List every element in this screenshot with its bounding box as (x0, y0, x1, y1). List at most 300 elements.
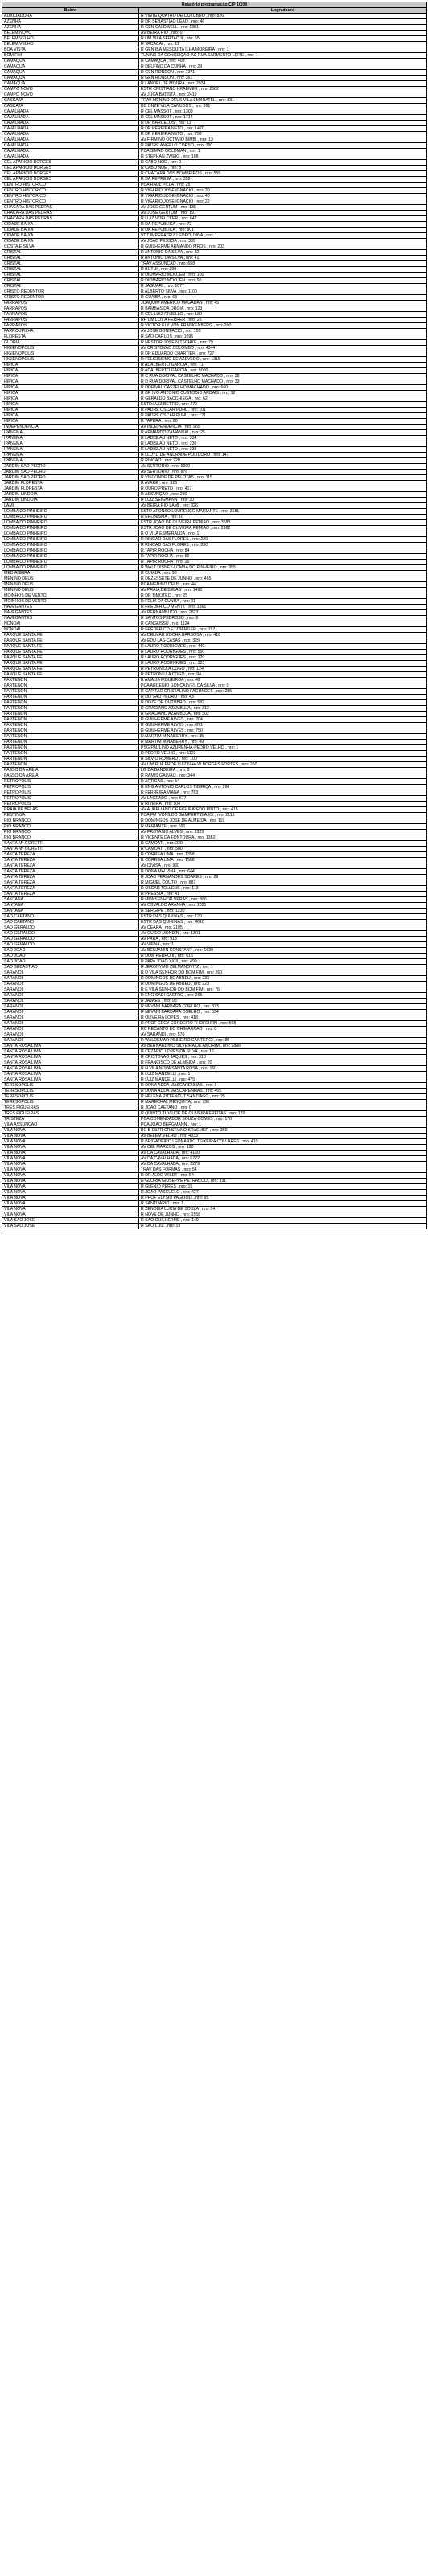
street-name: R BRIGADEIRO LEONARDO TEIXEIRA COLLARES (141, 1139, 240, 1144)
cell-bairro: IPANEMA (2, 441, 139, 447)
table-row (2, 1212, 427, 1218)
street-name: R NOVE DE JUNHO (141, 1212, 179, 1217)
street-name: R LLOYD DE ANDRADE POLIDORO (141, 453, 211, 457)
street-number: nro: 2105 (164, 925, 183, 930)
cell-bairro: CASCATA (2, 104, 139, 109)
cell-logradouro: R LAURO RODRIGUES , nro: 120 (139, 655, 427, 661)
cell-logradouro: R FRANCISCO DE ALMEIDA , nro: 20 (139, 1060, 427, 1066)
cell-bairro: HIPICA (2, 391, 139, 396)
cell-logradouro: R LAURO RODRIGUES , nro: 323 (139, 661, 427, 667)
cell-bairro: PARTENON (2, 706, 139, 712)
cell-logradouro: BC B ESTR CRISTIANO KRAEMER , nro: 360 (139, 1128, 427, 1134)
table-row (2, 25, 427, 31)
street-name: R STEPHAN ZWEIG (141, 154, 180, 159)
cell-bairro: PARTENON (2, 712, 139, 717)
street-number: nro: 11 (166, 42, 179, 47)
street-name: TUN NS DA CONCEIÇÃO-AC RUA SARMENTO LEITE (141, 53, 245, 58)
street-name: R LADISLAU NETO (141, 441, 179, 446)
street-name: AV SARANDI (141, 1032, 167, 1037)
cell-bairro: CHACARA DAS PEDRAS (2, 216, 139, 222)
cell-logradouro: AV AURELIANO DE FIGUEIREDO PINTO , nro: 415 (139, 807, 427, 813)
cell-bairro: PARTENON (2, 683, 139, 689)
street-number: nro: 4344 (197, 346, 216, 351)
street-number: nro: 199 (185, 329, 201, 334)
cell-bairro: CRISTO REDENTOR (2, 289, 139, 295)
cell-logradouro: R FREDERICO MENTZ , nro: 1561 (139, 605, 427, 610)
street-number: nro: 1095 (175, 334, 194, 339)
table-row (2, 70, 427, 76)
cell-logradouro: R VINTE QUATRO DE OUTUBRO , nro: 826 (139, 14, 427, 19)
table-row (2, 655, 427, 661)
cell-bairro: SARANDI (2, 1015, 139, 1021)
cell-logradouro: R JOAO CAETANO , nro: 0 (139, 1105, 427, 1111)
street-name: R SILVIO ROMERO (141, 757, 179, 761)
cell-bairro: MOINHOS DE VENTO (2, 599, 139, 605)
street-number: nro: 46 (191, 19, 205, 24)
cell-bairro: HIPICA (2, 419, 139, 425)
street-name: R DR BARCELOS (141, 121, 175, 125)
cell-bairro: CRISTAL (2, 261, 139, 267)
street-name: R DR SEBASTIAO LEAO (141, 19, 188, 24)
cell-bairro: HIPICA (2, 368, 139, 374)
report-table (2, 2, 427, 1229)
cell-bairro: PARQUE SANTA FE (2, 650, 139, 655)
street-name: R WALT DISNEY-LOMBA DO PINHEIRO (141, 565, 217, 570)
table-row (2, 64, 427, 70)
table-row (2, 447, 427, 453)
street-name: R GERALDO BACCHIEGA (141, 396, 191, 401)
cell-logradouro: AV UM RUA PROF LUIZINHA W BORGES FORTES , nro: 260 (139, 762, 427, 768)
street-name: R OSCAR TOLLENS (141, 886, 180, 891)
street-name: R SERGIPE (141, 909, 164, 913)
table-row (2, 441, 427, 447)
street-number: nro: 25 (191, 430, 205, 435)
cell-logradouro: R ENG ANTONIO CARLOS TIBIRIÇA , nro: 290 (139, 785, 427, 790)
cell-bairro: RESTINGA (2, 813, 139, 818)
cell-logradouro: R ADALBERTO GARCIA , nro: 71 (139, 363, 427, 368)
table-row (2, 233, 427, 239)
street-number: nro: 160 (201, 1066, 217, 1071)
cell-bairro: PARTENON (2, 728, 139, 734)
table-row (2, 942, 427, 948)
street-number: nro: 1 (206, 233, 217, 238)
cell-logradouro: AV BEIRA RIO LAMI , nro: 326 (139, 503, 427, 509)
cell-logradouro: R SAO LUIZ , nro: 19 (139, 1224, 427, 1229)
cell-bairro: FARRAPOS (2, 323, 139, 329)
cell-bairro: FARRAPOS (2, 312, 139, 318)
cell-logradouro: R PADRE OSCAR PUHL , nro: 101 (139, 408, 427, 413)
cell-logradouro: PCA MENINO DEUS , nro: 44 (139, 582, 427, 588)
cell-bairro: SÃO SEBASTIÃO (2, 965, 139, 970)
street-number: nro: 1470 (186, 126, 204, 131)
street-number: nro: 104 (164, 802, 181, 806)
street-number: nro: 2886 (223, 1044, 241, 1048)
street-number: nro: 876 (172, 470, 188, 474)
table-row (2, 1151, 427, 1156)
table-row (2, 531, 427, 537)
street-name: TRAV MENINO DEUS VILA EMBRATEL (141, 98, 216, 103)
table-row (2, 925, 427, 931)
cell-logradouro: R STEPHAN ZWEIG , nro: 188 (139, 154, 427, 160)
street-name: R C RUA DORIVAL CASTELHO MACHADO (141, 374, 224, 379)
street-name: PCA ARCENIO GONÇALVES DA SILVA (141, 683, 215, 688)
table-row (2, 211, 427, 216)
cell-logradouro: R CANGUSSU , nro: 1124 (139, 621, 427, 627)
street-name: R RIVEIRA (141, 802, 162, 806)
street-number: nro: 1301 (180, 25, 199, 30)
table-row (2, 644, 427, 650)
street-number: nro: 2934 (187, 81, 206, 86)
street-number: nro: 16 (200, 1049, 214, 1054)
table-row (2, 98, 427, 104)
cell-logradouro: R CAPITAO CRISTALINO FAGUNDES , nro: 285 (139, 689, 427, 695)
cell-bairro: SANTA ROSA LIMA (2, 1060, 139, 1066)
street-name: AV BELEM VELHO (141, 1134, 177, 1138)
cell-bairro: VILA NOVA (2, 1196, 139, 1201)
street-name: R LADISLAU NETO (141, 436, 179, 441)
street-number: nro: 29 (205, 875, 219, 880)
cell-bairro: CEL APARICIO BORGES (2, 171, 139, 177)
street-name: BC ONZE VILA CANUDOS (141, 104, 191, 109)
cell-bairro: PETROPOLIS (2, 802, 139, 807)
cell-logradouro: R LADISLAU NETO , nro: 239 (139, 447, 427, 453)
street-name: R GUILHERME ARMANDO MROS (141, 244, 206, 249)
table-row (2, 503, 427, 509)
cell-bairro: LOMBA DO PINHEIRO (2, 520, 139, 526)
street-number: nro: 329 (183, 638, 200, 643)
cell-bairro: NAVEGANTES (2, 616, 139, 621)
cell-logradouro: R SAO CARLOS , nro: 1095 (139, 334, 427, 340)
cell-logradouro: R AVARE , nro: 323 (139, 481, 427, 486)
cell-bairro: BELEM VELHO (2, 42, 139, 47)
cell-bairro: CENTRO HISTORICO (2, 183, 139, 188)
cell-logradouro: R VIGARIO JOSÉ IGNACIO , nro: 22 (139, 199, 427, 205)
table-row (2, 548, 427, 554)
cell-bairro: IPANEMA (2, 453, 139, 458)
cell-bairro: HIGIENOPOLIS (2, 357, 139, 363)
street-name: ESTR JOAO DE OLIVEIRA REMIAO (141, 526, 210, 531)
table-row (2, 1010, 427, 1015)
street-name: R GUILHERME ALVES (141, 723, 184, 728)
cell-logradouro: R LANDEL DE MOURA , nro: 2934 (139, 81, 427, 87)
street-name: R BAMBAS DA ORGIA (141, 306, 184, 311)
street-name: R ARTIGAS (141, 779, 163, 784)
table-row (2, 329, 427, 334)
cell-bairro: PETROPOLIS (2, 796, 139, 802)
street-name: R NESTOR JOSE NITSCHKE (141, 340, 197, 345)
street-name: R SANTUARIO (141, 1201, 170, 1206)
table-row (2, 391, 427, 396)
street-name: R ZENOBIA LUCIA DE SOUZA (141, 1207, 199, 1212)
cell-logradouro: R BUTUI , nro: 390 (139, 267, 427, 273)
street-name: R CORREA LIMA (141, 858, 174, 863)
table-row (2, 683, 427, 689)
cell-bairro: VILA NOVA (2, 1207, 139, 1212)
cell-logradouro: R LUIZ MANDELLI , nro: 475 (139, 1077, 427, 1083)
table-row (2, 993, 427, 999)
table-row (2, 897, 427, 903)
street-number: nro: 1 (163, 942, 174, 947)
street-name: R TAPIR ROCHA (141, 554, 173, 559)
street-name: AV INDEPENDENCIA (141, 425, 182, 429)
street-name: R GEN RONDON (141, 70, 174, 75)
street-name: AV JOAO PESSOA (141, 239, 177, 244)
table-row (2, 537, 427, 543)
street-number: nro: 80 (216, 1038, 230, 1043)
street-number: nro: 16 (170, 515, 184, 519)
street-number: nro: 11 (178, 121, 191, 125)
street-name: AV GUIDO MONDIN (141, 931, 179, 936)
street-name: R GLORIA GIUSEPPE PETRACCO (141, 1179, 208, 1183)
street-name: R DR EDUARDO CHARTIER (141, 351, 195, 356)
cell-logradouro: AV VIENA , nro: 1 (139, 942, 427, 948)
street-name: R LAURO RODRIGUES (141, 661, 186, 666)
table-row (2, 1117, 427, 1122)
cell-logradouro: R CORREA LIMA , nro: 1568 (139, 858, 427, 863)
street-number: nro: 500 (167, 847, 183, 851)
cell-bairro: FARROUPILHA (2, 329, 139, 334)
street-number: nro: 120 (189, 655, 205, 660)
table-row (2, 115, 427, 121)
table-row (2, 920, 427, 925)
street-name: R H VILA NOVA SANTA ROSA (141, 1066, 198, 1071)
cell-bairro: CRISTAL (2, 278, 139, 284)
table-row (2, 374, 427, 379)
street-name: R MARTIM MINABERRY (141, 740, 187, 744)
cell-logradouro: ESTR DAS QUIRINAS , nro: 4010 (139, 920, 427, 925)
cell-logradouro: R GLENIO PERES , nro: 15 (139, 1184, 427, 1190)
cell-logradouro: R H VILA NOVA SANTA ROSA , nro: 160 (139, 1066, 427, 1072)
street-name: R DR PEREIRA NETO (141, 126, 183, 131)
table-row (2, 695, 427, 700)
table-row (2, 1145, 427, 1151)
cell-bairro: JARDIM SÃO PEDRO (2, 464, 139, 470)
street-name: R DR ALDO WILDT (141, 1173, 178, 1178)
cell-bairro: PRAIA DE BELAS (2, 807, 139, 813)
cell-bairro: SÃO JOAO (2, 948, 139, 954)
street-name: R DR IVO ANTONIO CUSTODIO ARDAIS (141, 391, 219, 396)
table-row (2, 638, 427, 644)
cell-logradouro: R FREDERICO ETZBERGER , nro: 157 (139, 627, 427, 633)
table-row (2, 1218, 427, 1224)
table-row (2, 1066, 427, 1072)
cell-logradouro: R DORIVAL CASTELHO MACHADO , nro: 660 (139, 385, 427, 391)
table-row (2, 183, 427, 188)
cell-bairro: SANTA Mª GORETTI (2, 847, 139, 852)
table-row (2, 81, 427, 87)
cell-bairro: IPANEMA (2, 436, 139, 441)
street-number: nro: 8323 (186, 830, 204, 835)
cell-logradouro: AV DA CAVALHADA , nro: 4160 (139, 1151, 427, 1156)
street-name: R DOMINGOS DE ABREU (141, 976, 191, 981)
cell-logradouro: R JOAO FERNANDES SOARES , nro: 29 (139, 875, 427, 880)
table-row (2, 199, 427, 205)
table-row (2, 610, 427, 616)
street-name: RC RECANTO DO CHIMARRAO (141, 1027, 203, 1032)
cell-bairro: CRISTAL (2, 267, 139, 273)
cell-logradouro: RP UM LOT A FERRER , nro: 26 (139, 318, 427, 323)
street-name: R VIGARIO JOSÉ IGNACIO (141, 194, 194, 199)
street-number: nro: 312 (193, 706, 209, 711)
table-row (2, 346, 427, 351)
cell-logradouro: AV FIRMINO OCTAVIO BIMBI , nro: 13 (139, 137, 427, 143)
cell-logradouro: R PEDRO VELHO , nro: 1123 (139, 751, 427, 757)
column-header-row (2, 8, 427, 14)
cell-logradouro: R ERONISMA , nro: 16 (139, 515, 427, 520)
street-name: R ENG SADI CASTRO (141, 993, 184, 998)
cell-logradouro: R DR BARCELOS , nro: 11 (139, 121, 427, 126)
street-name: R PETRONILLA COGO (141, 667, 185, 671)
street-number: nro: 120 (178, 1145, 194, 1150)
cell-logradouro: AV JOSE GERTUM , nro: 135 (139, 205, 427, 211)
table-row (2, 667, 427, 672)
cell-bairro: CAVALHADA (2, 154, 139, 160)
street-number: nro: 72 (179, 222, 192, 227)
street-number: nro: 203 (209, 244, 225, 249)
street-number: nro: 1021 (188, 903, 207, 908)
cell-logradouro: AV INDEPENDENCIA , nro: 965 (139, 425, 427, 430)
table-row (2, 875, 427, 880)
street-name: R HELENA PITTENCUT SANTIAGO (141, 1094, 209, 1099)
street-name: R JOAO CAETANO (141, 1105, 178, 1110)
cell-bairro: VILA NOVA (2, 1184, 139, 1190)
cell-logradouro: R CAMAQUA , nro: 408 (139, 59, 427, 64)
cell-logradouro: R BRIGADEIRO LEONARDO TEIXEIRA COLLARES , nro: 410 (139, 1139, 427, 1145)
street-number: nro: 233 (194, 976, 210, 981)
cell-bairro: SANTA ROSA LIMA (2, 1077, 139, 1083)
cell-bairro: VILA NOVA (2, 1179, 139, 1184)
cell-bairro: SÃO GERALDO (2, 937, 139, 942)
table-row (2, 481, 427, 486)
cell-bairro: HIPICA (2, 413, 139, 419)
cell-logradouro: R VISCONDE DE PELOTAS , nro: 115 (139, 475, 427, 481)
street-number: nro: 45 (206, 301, 220, 306)
table-row (2, 475, 427, 481)
street-name: R VACACAI (141, 42, 163, 47)
street-number: nro: 25 (175, 593, 188, 598)
street-name: R RINCAO (141, 458, 162, 463)
cell-logradouro: R DA REPUBLICA , nro: 801 (139, 228, 427, 233)
street-name: R O VILA ESMERALDA (141, 531, 185, 536)
street-number: nro: 43 (180, 695, 194, 699)
table-row (2, 818, 427, 824)
street-name: R GRACIANO AZAMBUJA (141, 712, 191, 716)
street-name: R VIGARIO JOSÉ IGNACIO (141, 188, 194, 193)
street-name: R DOMINGOS JOSE DE ALMEIDA (141, 818, 207, 823)
cell-logradouro: RC RECANTO DO CHIMARRAO , nro: 8 (139, 1027, 427, 1032)
street-name: R LANDEL DE MOURA (141, 81, 185, 86)
street-name: AV UM RUA PROF LUIZINHA W BORGES FORTES (141, 762, 239, 767)
street-name: R CEZARIO LOPES DA SILVA (141, 1049, 198, 1054)
cell-logradouro: R DR PEREIRA NETO , nro: 792 (139, 132, 427, 137)
table-row (2, 312, 427, 318)
table-row (2, 464, 427, 470)
cell-bairro: JARDIM SÃO PEDRO (2, 470, 139, 475)
street-name: R DONA ADDA MASCARENHAS (141, 1083, 203, 1088)
cell-bairro: SARANDI (2, 1010, 139, 1015)
street-name: R DOMINGOS DE ABREU (141, 982, 191, 987)
table-row (2, 1128, 427, 1134)
cell-bairro: PARTENON (2, 695, 139, 700)
street-number: nro: 310 (190, 1055, 206, 1060)
street-name: AV DA CAVALHADA (141, 1156, 179, 1161)
cell-bairro: PETROPOLIS (2, 785, 139, 790)
street-name: R ANTONIO DA SILVA (141, 250, 183, 255)
table-row (2, 757, 427, 762)
street-number: nro: 960 (164, 863, 180, 868)
cell-bairro: SÃO GERALDO (2, 942, 139, 948)
table-row (2, 880, 427, 886)
street-number: nro: 2279 (182, 1162, 200, 1167)
street-name: R DEZESSETE DE JUNHO (141, 576, 192, 581)
cell-logradouro: R JOAO PASSUELO , nro: 427 (139, 1190, 427, 1196)
street-name: R GEN RONDON (141, 76, 174, 80)
cell-logradouro: R CORREA LIMA , nro: 1358 (139, 852, 427, 858)
table-row (2, 104, 427, 109)
street-name: R ADALBERTO GARCIA (141, 368, 187, 373)
table-row (2, 76, 427, 81)
table-row (2, 706, 427, 712)
table-row (2, 976, 427, 982)
cell-bairro: SÃO CAETANO (2, 920, 139, 925)
cell-logradouro: R LLOYD DE ANDRADE POLIDORO , nro: 141 (139, 453, 427, 458)
street-number: nro: 1123 (179, 751, 196, 756)
table-row (2, 14, 427, 19)
street-number: nro: 220 (164, 458, 180, 463)
table-row (2, 425, 427, 430)
table-row (2, 661, 427, 667)
street-number: nro: 54 (183, 1167, 197, 1172)
street-name: R FELICISSIMO DE AZEVEDO (141, 357, 200, 362)
table-row (2, 999, 427, 1004)
cell-logradouro: R NEVANI BARBARA COELHO , nro: 373 (139, 1004, 427, 1010)
cell-bairro: CAVALHADA (2, 121, 139, 126)
cell-logradouro: R ZENOBIA LUCIA DE SOUZA , nro: 24 (139, 1207, 427, 1212)
table-row (2, 453, 427, 458)
cell-bairro: MENINO DEUS (2, 582, 139, 588)
table-row (2, 36, 427, 42)
street-number: nro: 4010 (186, 920, 204, 925)
table-row (2, 672, 427, 678)
street-number: nro: 15 (179, 1184, 193, 1189)
cell-logradouro: R FELICISSIMO DE AZEVEDO , nro: 1315 (139, 357, 427, 363)
street-number: nro: 326 (182, 503, 198, 508)
street-number: nro: 1 (228, 745, 239, 750)
street-number: nro: 1 (172, 1201, 184, 1206)
street-number: nro: 230 (167, 841, 183, 846)
cell-logradouro: AV DIVISA , nro: 960 (139, 863, 427, 869)
cell-logradouro: R DOM PEDRO II , nro: 616 (139, 954, 427, 959)
table-row (2, 396, 427, 402)
cell-bairro: CAVALHADA (2, 126, 139, 132)
street-number: nro: 647 (181, 216, 197, 221)
street-number: nro: 40 (196, 194, 210, 199)
cell-bairro: SARANDI (2, 999, 139, 1004)
table-row (2, 948, 427, 954)
cell-logradouro: R DR SEBASTIAO LEAO , nro: 46 (139, 19, 427, 25)
table-row (2, 526, 427, 531)
street-name: R GUILHERME ALVES (141, 717, 184, 722)
table-row (2, 143, 427, 149)
table-row (2, 582, 427, 588)
street-name: R CORREA LIMA (141, 852, 174, 857)
street-number: nro: 30 (180, 498, 195, 502)
street-name: R OURO PRETO (141, 486, 173, 491)
cell-logradouro: R GUILHERME ALVES , nro: 704 (139, 717, 427, 723)
cell-bairro: PETROPOLIS (2, 790, 139, 796)
cell-logradouro: VDT IMPERATRIZ LEOPOLDINA , nro: 1 (139, 233, 427, 239)
table-row (2, 188, 427, 194)
